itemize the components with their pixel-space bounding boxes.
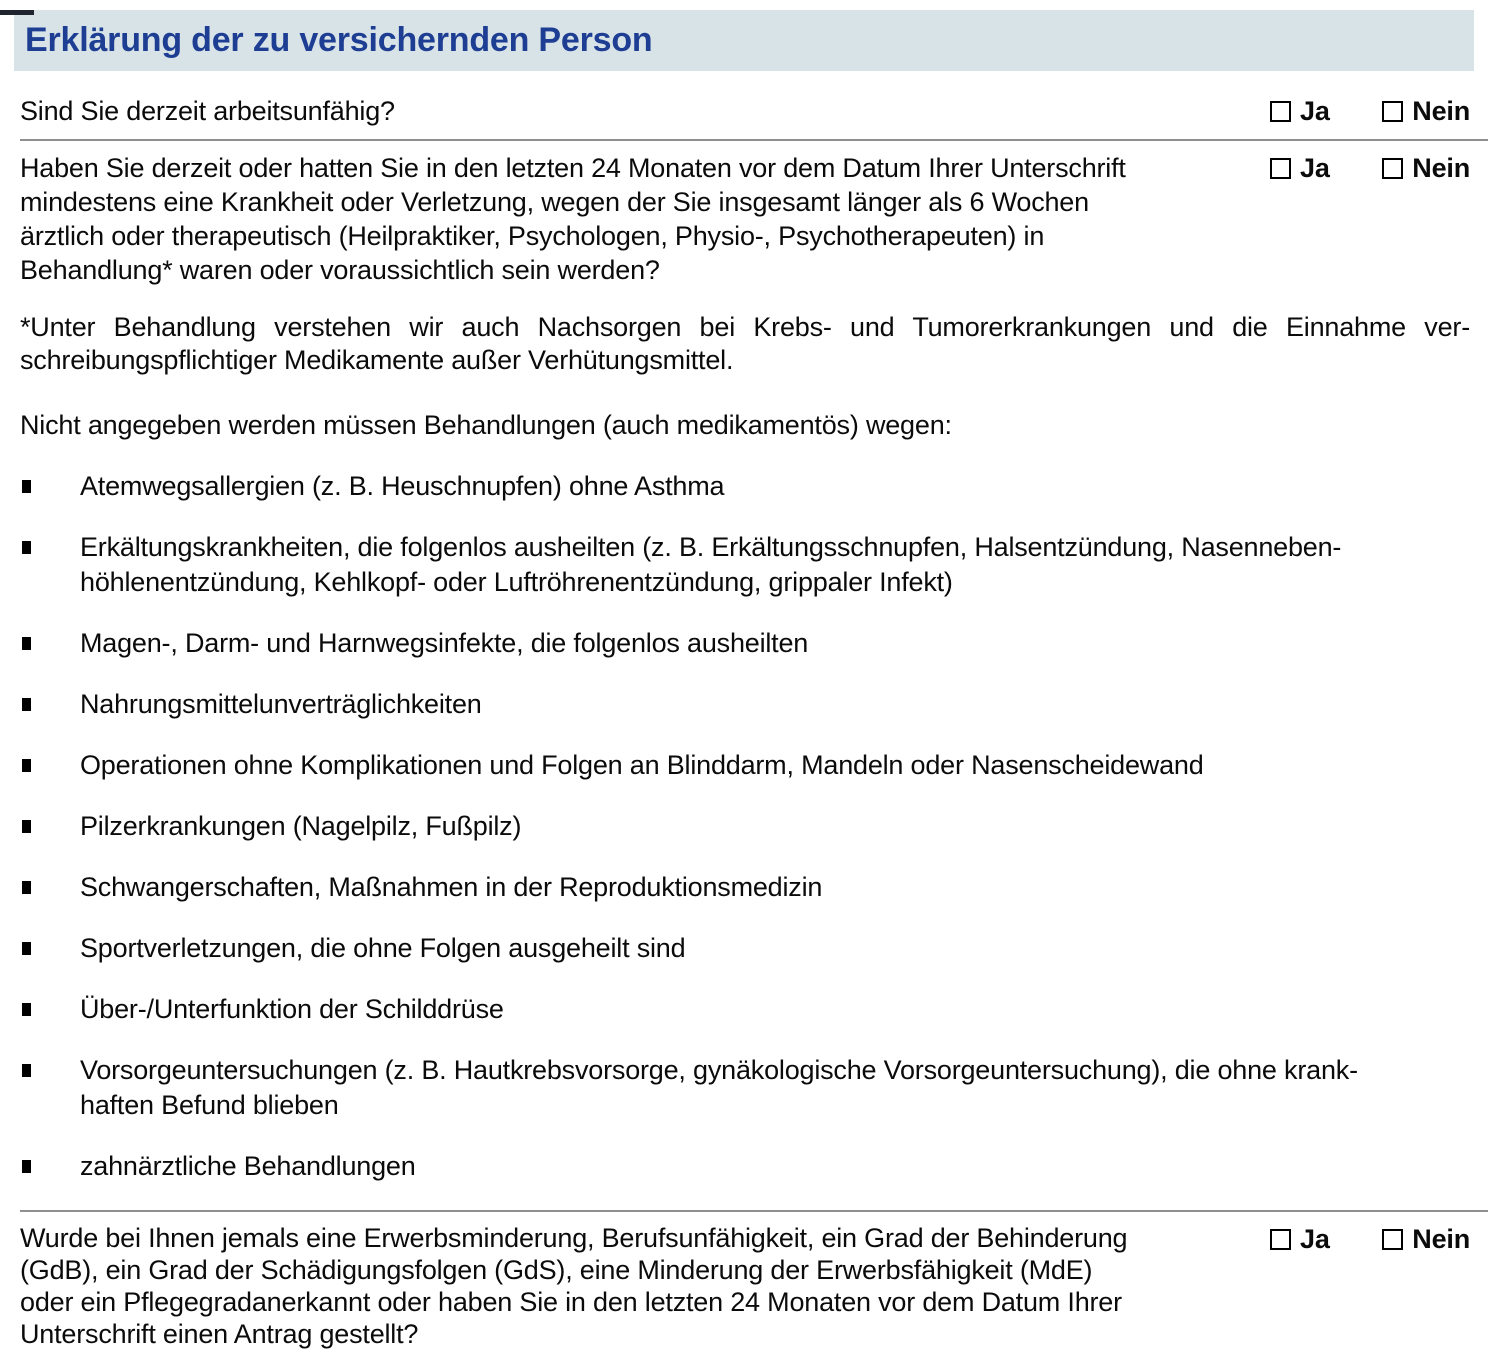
list-item-text: Erkältungskrankheiten, die folgenlos ausheilten (z. B. Erkältungsschnupfen, Halsentzündung, Nasenneben- bbox=[80, 532, 1342, 562]
list-item-text: Vorsorgeuntersuchungen (z. B. Hautkrebsvorsorge, gynäkologische Vorsorgeuntersuchung), die ohne krank- bbox=[80, 1055, 1358, 1085]
question-row-1 bbox=[20, 94, 1470, 128]
question-3-line-2: (GdB), ein Grad der Schädigungsfolgen (GdS), eine Minderung der Erwerbsfähigkeit (MdE) bbox=[20, 1255, 1093, 1285]
list-item-text: zahnärztliche Behandlungen bbox=[80, 1151, 416, 1181]
question-3-answers bbox=[1270, 1222, 1470, 1255]
exclusion-list bbox=[20, 469, 1470, 1184]
question-1-yes-checkbox[interactable] bbox=[1270, 101, 1291, 122]
list-item-text: Über-/Unterfunktion der Schilddrüse bbox=[80, 994, 504, 1024]
bullet-square-icon bbox=[22, 541, 31, 554]
list-item-text: Magen-, Darm- und Harnwegsinfekte, die folgenlos ausheilten bbox=[80, 628, 809, 658]
list-item bbox=[20, 931, 1470, 966]
question-3-text bbox=[20, 1222, 1270, 1350]
yes-label: Ja bbox=[1300, 96, 1330, 126]
question-2-answer-no bbox=[1382, 153, 1470, 184]
question-2-line-3: ärztlich oder therapeutisch (Heilpraktiker, Psychologen, Physio-, Psychotherapeuten) in bbox=[20, 221, 1045, 251]
list-item bbox=[20, 530, 1470, 600]
question-1-answer-yes bbox=[1270, 96, 1330, 127]
question-2-line-2: mindestens eine Krankheit oder Verletzung, wegen der Sie insgesamt länger als 6 Wochen bbox=[20, 187, 1089, 217]
page-title: Erklärung der zu versichernden Person bbox=[25, 21, 653, 59]
list-item-text: höhlenentzündung, Kehlkopf- oder Luftröhrenentzündung, grippaler Infekt) bbox=[80, 567, 953, 597]
question-1-no-checkbox[interactable] bbox=[1382, 101, 1403, 122]
list-item-text: Atemwegsallergien (z. B. Heuschnupfen) ohne Asthma bbox=[80, 471, 725, 501]
list-item-text: Nahrungsmittelunverträglichkeiten bbox=[80, 689, 482, 719]
list-item bbox=[20, 748, 1470, 783]
list-item bbox=[20, 1053, 1470, 1123]
question-1-answer-no bbox=[1382, 96, 1470, 127]
list-item-text: Pilzerkrankungen (Nagelpilz, Fußpilz) bbox=[80, 811, 522, 841]
bullet-square-icon bbox=[22, 942, 31, 955]
page-crop-artifact bbox=[0, 10, 34, 15]
question-3-answer-no bbox=[1382, 1224, 1470, 1255]
list-item bbox=[20, 469, 1470, 504]
bullet-square-icon bbox=[22, 881, 31, 894]
bullet-square-icon bbox=[22, 1160, 31, 1173]
question-3-yes-checkbox[interactable] bbox=[1270, 1229, 1291, 1250]
question-2-no-checkbox[interactable] bbox=[1382, 158, 1403, 179]
footnote-line-2: schreibungspflichtiger Medikamente außer Verhütungsmittel. bbox=[20, 345, 734, 375]
question-row-3 bbox=[20, 1222, 1470, 1350]
question-1-answers bbox=[1270, 94, 1470, 127]
section-header bbox=[14, 10, 1474, 71]
footnote-line-1: *Unter Behandlung verstehen wir auch Nachsorgen bei Krebs- und Tumorerkrankungen und die Einnahme ver- bbox=[20, 312, 1470, 342]
bullet-square-icon bbox=[22, 637, 31, 650]
question-3-answer-yes bbox=[1270, 1224, 1330, 1255]
list-item bbox=[20, 687, 1470, 722]
list-item-text: Operationen ohne Komplikationen und Folgen an Blinddarm, Mandeln oder Nasenscheidewand bbox=[80, 750, 1204, 780]
list-item bbox=[20, 626, 1470, 661]
no-label: Nein bbox=[1412, 1224, 1470, 1254]
form-content bbox=[20, 94, 1470, 1350]
question-3-line-4: Unterschrift einen Antrag gestellt? bbox=[20, 1319, 419, 1349]
list-item bbox=[20, 809, 1470, 844]
question-2-yes-checkbox[interactable] bbox=[1270, 158, 1291, 179]
question-2-answer-yes bbox=[1270, 153, 1330, 184]
yes-label: Ja bbox=[1300, 1224, 1330, 1254]
question-2-answers bbox=[1270, 151, 1470, 184]
bullet-square-icon bbox=[22, 759, 31, 772]
question-3-no-checkbox[interactable] bbox=[1382, 1229, 1403, 1250]
exclusion-list-intro: Nicht angegeben werden müssen Behandlungen (auch medikamentös) wegen: bbox=[20, 410, 952, 440]
list-item-text: haften Befund blieben bbox=[80, 1090, 339, 1120]
behandlung-footnote bbox=[20, 311, 1470, 377]
list-item-text: Schwangerschaften, Maßnahmen in der Reproduktionsmedizin bbox=[80, 872, 823, 902]
list-item-text: Sportverletzungen, die ohne Folgen ausgeheilt sind bbox=[80, 933, 686, 963]
no-label: Nein bbox=[1412, 96, 1470, 126]
bullet-square-icon bbox=[22, 480, 31, 493]
yes-label: Ja bbox=[1300, 153, 1330, 183]
list-item bbox=[20, 870, 1470, 905]
question-2-text bbox=[20, 151, 1270, 287]
question-row-2 bbox=[20, 151, 1470, 287]
question-1-text bbox=[20, 94, 1270, 128]
bullet-square-icon bbox=[22, 1003, 31, 1016]
question-2-line-4: Behandlung* waren oder voraussichtlich sein werden? bbox=[20, 255, 660, 285]
no-label: Nein bbox=[1412, 153, 1470, 183]
list-item bbox=[20, 992, 1470, 1027]
question-2-line-1: Haben Sie derzeit oder hatten Sie in den letzten 24 Monaten vor dem Datum Ihrer Unterschrift bbox=[20, 153, 1126, 183]
list-item bbox=[20, 1149, 1470, 1184]
question-1-line-1: Sind Sie derzeit arbeitsunfähig? bbox=[20, 96, 395, 126]
bullet-square-icon bbox=[22, 1064, 31, 1077]
divider bbox=[20, 1210, 1488, 1212]
question-3-line-3: oder ein Pflegegradanerkannt oder haben Sie in den letzten 24 Monaten vor dem Datum Ihrer bbox=[20, 1287, 1122, 1317]
bullet-square-icon bbox=[22, 698, 31, 711]
divider bbox=[20, 139, 1488, 141]
bullet-square-icon bbox=[22, 820, 31, 833]
question-3-line-1: Wurde bei Ihnen jemals eine Erwerbsminderung, Berufsunfähigkeit, ein Grad der Behinderung bbox=[20, 1223, 1128, 1253]
